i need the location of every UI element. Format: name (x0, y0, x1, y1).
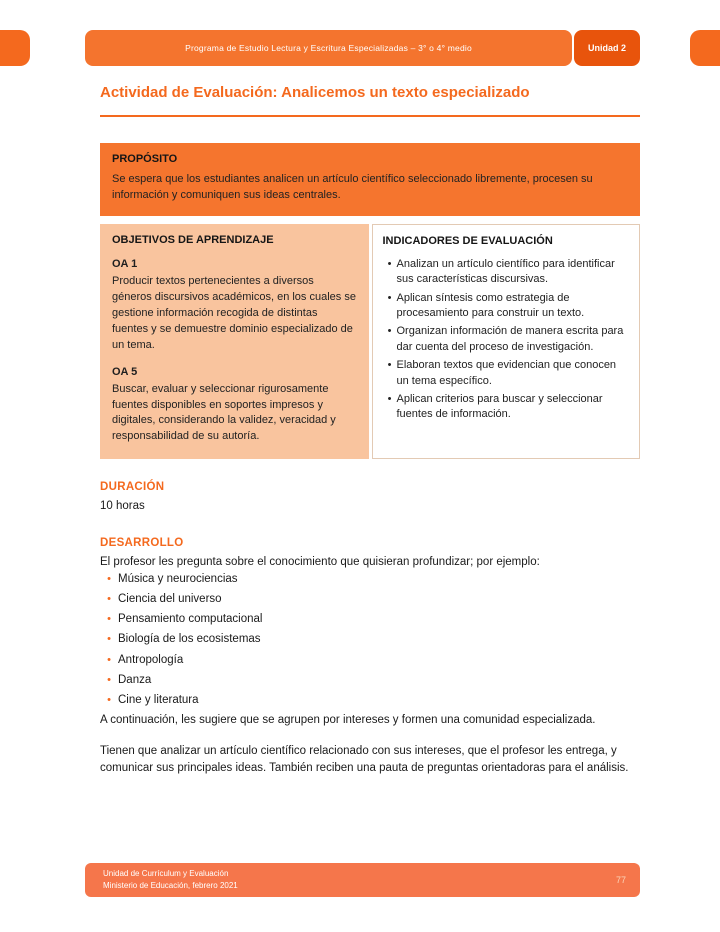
objetivos-column (100, 224, 369, 459)
corner-decoration-left (0, 30, 30, 66)
title-divider (100, 115, 640, 117)
topic-item (100, 571, 640, 588)
footer-credits (103, 868, 616, 893)
bullet-icon: • (387, 291, 392, 304)
topic-item (100, 692, 640, 709)
bullet-icon: • (107, 572, 111, 585)
indicator-item (383, 291, 630, 322)
topic-item (100, 672, 640, 689)
indicator-item (383, 324, 630, 355)
topic-text: Biología de los ecosistemas (118, 633, 261, 646)
indicator-text: Elaboran textos que evidencian que conocen un tema específico. (396, 359, 617, 387)
program-title-bar (85, 30, 572, 66)
topic-text: Pensamiento computacional (118, 613, 263, 626)
unit-badge-label: Unidad 2 (587, 43, 626, 53)
program-title: Programa de Estudio Lectura y Escritura Especializadas – 3° o 4° medio (185, 43, 472, 53)
proposito-heading: PROPÓSITO (112, 153, 178, 165)
topic-item (100, 611, 640, 628)
bullet-icon: • (387, 359, 392, 372)
duracion-value: 10 horas (100, 500, 145, 513)
topic-text: Ciencia del universo (118, 592, 222, 605)
bullet-icon: • (387, 393, 392, 405)
oa-label: OA 1 (112, 257, 138, 270)
topic-item (100, 591, 640, 608)
desarrollo-intro: El profesor les pregunta sobre el conocimiento que quisieran profundizar; por ejemplo: (100, 555, 540, 568)
topic-text: Música y neurociencias (118, 572, 238, 585)
proposito-text: Se espera que los estudiantes analicen un artículo científico seleccionado libremente, procesen su información y comuniquen sus ideas centrales. (112, 173, 593, 201)
proposito-box (100, 143, 640, 216)
bullet-icon: • (387, 257, 392, 270)
indicator-text: Analizan un artículo científico para identificar sus características discursivas. (396, 257, 615, 286)
desarrollo-heading: DESARROLLO (100, 536, 184, 549)
indicator-text: Aplican criterios para buscar y seleccionar fuentes de información. (396, 393, 603, 421)
closing-paragraph: Tienen que analizar un artículo científico relacionado con sus intereses, que el profesor les entrega, y comunicar sus principales ideas. También reciben una pauta de preguntas orientadoras para el análisis. (100, 745, 629, 774)
indicator-text: Aplican síntesis como estrategia de procesamiento para construir un texto. (396, 291, 585, 320)
page-number: 77 (615, 875, 626, 885)
topics-list (100, 571, 640, 710)
topic-text: Cine y literatura (118, 694, 199, 707)
oa-label: OA 5 (112, 365, 138, 378)
after-list-text: A continuación, les sugiere que se agrupen por intereses y formen una comunidad especializada. (100, 714, 596, 727)
bullet-icon: • (107, 673, 111, 686)
indicator-item (383, 392, 630, 423)
objectives-indicators-table (100, 224, 640, 459)
footer-line1: Unidad de Currículum y Evaluación (103, 868, 229, 878)
content-area (100, 84, 640, 776)
bullet-icon: • (107, 613, 111, 626)
indicadores-heading: INDICADORES DE EVALUACIÓN (382, 234, 553, 247)
page-header (85, 30, 640, 66)
bullet-icon: • (107, 653, 111, 666)
footer-line2: Ministerio de Educación, febrero 2021 (103, 881, 238, 890)
topic-text: Antropología (118, 653, 184, 666)
unit-badge (574, 30, 640, 66)
topic-item (100, 631, 640, 648)
bullet-icon: • (107, 592, 111, 605)
indicadores-column (372, 224, 641, 459)
bullet-icon: • (107, 694, 111, 707)
duracion-heading: DURACIÓN (100, 481, 165, 494)
indicator-item (383, 257, 630, 288)
page-footer (85, 863, 640, 897)
indicator-item (383, 358, 630, 389)
objetivos-heading: OBJETIVOS DE APRENDIZAJE (112, 233, 274, 246)
oa-text: Producir textos pertenecientes a diversos géneros discursivos académicos, en los cuales se gestione información recogida de distintas fuentes y se demuestre dominio especializado de un tema. (112, 274, 356, 351)
indicator-text: Organizan información de manera escrita para dar cuenta del proceso de investigación. (396, 325, 624, 353)
corner-decoration-right (690, 30, 720, 66)
indicadores-list (383, 257, 630, 423)
topic-item (100, 652, 640, 669)
bullet-icon: • (107, 633, 111, 646)
page-title: Actividad de Evaluación: Analicemos un texto especializado (100, 84, 530, 101)
topic-text: Danza (118, 673, 152, 686)
bullet-icon: • (387, 325, 392, 338)
oa-text: Buscar, evaluar y seleccionar rigurosamente fuentes disponibles en soportes impresos y digitales, considerando la validez, veracidad y responsabilidad de su autoría. (112, 382, 336, 443)
